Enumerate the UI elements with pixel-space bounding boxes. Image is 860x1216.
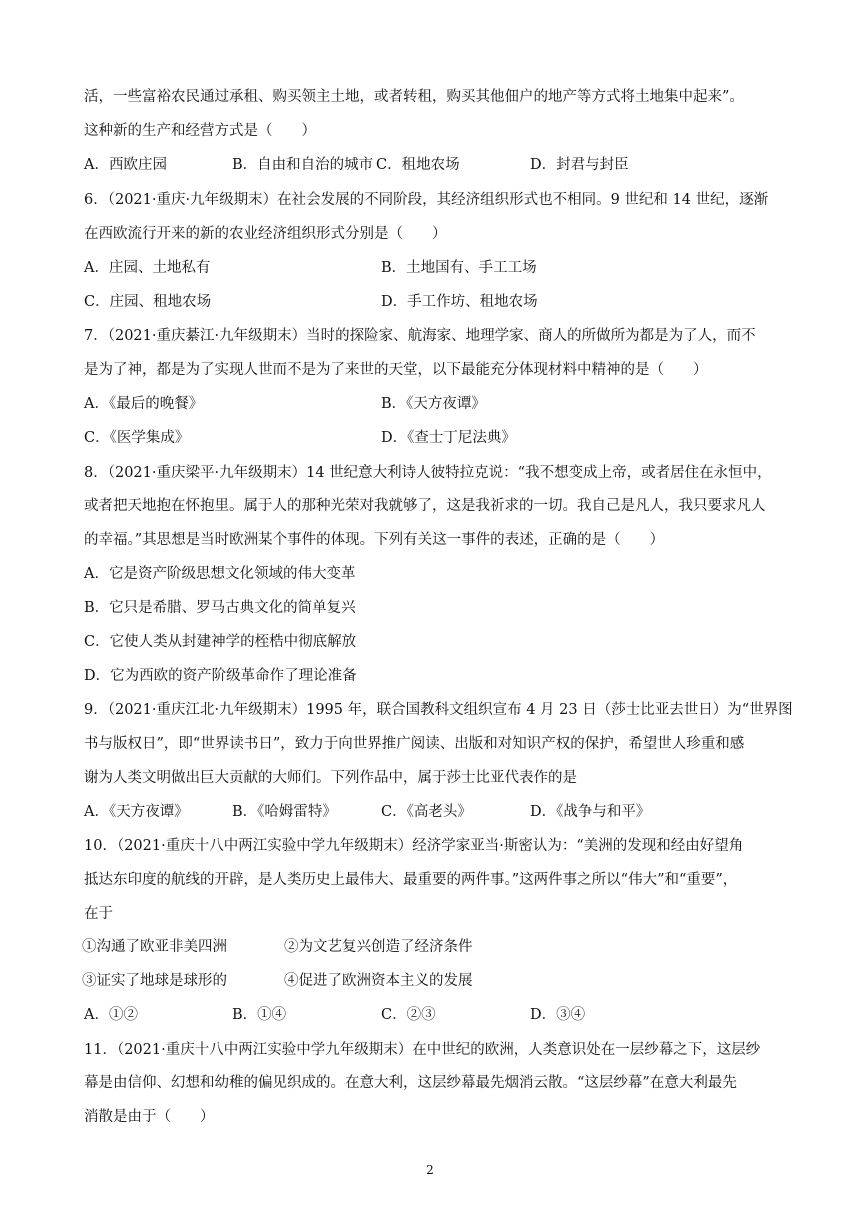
q5-option-a: A．西欧庄园 [84,157,167,173]
q7-line-1: 7．（2021·重庆綦江·九年级期末）当时的探险家、航海家、地理学家、商人的所做所为都是为了人，而不 [84,328,756,344]
q7-option-a: A．《最后的晚餐》 [84,396,204,412]
q8-option-b: B．它只是希腊、罗马古典文化的简单复兴 [84,600,356,616]
q10-statement-3: ③证实了地球是球形的 [82,973,227,989]
q7-option-c: C．《医学集成》 [84,430,190,446]
q8-option-d: D．它为西欧的资产阶级革命作了理论准备 [84,668,357,684]
q6-line-2: 在西欧流行开来的新的农业经济组织形式分别是（ ） [84,226,447,242]
q9-option-d: D．《战争与和平》 [530,804,651,820]
q6-line-1: 6．（2021·重庆·九年级期末）在社会发展的不同阶段，其经济组织形式也不相同。9 世纪和 14 世纪，逐渐 [84,192,769,208]
q6-option-b: B．土地国有、手工工场 [381,260,537,276]
q5-option-b: B．自由和自治的城市 [232,157,374,173]
q6-option-a: A．庄园、土地私有 [84,260,211,276]
q8-line-1: 8．（2021·重庆梁平·九年级期末）14 世纪意大利诗人彼特拉克说：“我不想变成上帝，或者居住在永恒中， [84,465,772,481]
q11-line-3: 消散是由于（ ） [84,1109,215,1125]
q11-line-2: 幕是由信仰、幻想和幼稚的偏见织成的。在意大利，这层纱幕最先烟消云散。“这层纱幕”在意大利最先 [84,1075,737,1091]
q8-line-3: 的幸福。”其思想是当时欧洲某个事件的体现。下列有关这一事件的表述，正确的是（ ） [84,532,665,548]
q10-line-2: 抵达东印度的航线的开辟，是人类历史上最伟大、最重要的两件事。”这两件事之所以“伟大”和“重要”， [84,872,738,888]
q9-line-1: 9．（2021·重庆江北·九年级期末）1995 年，联合国教科文组织宣布 4 月 23 日（莎士比亚去世日）为“世界图 [84,702,793,718]
q10-statement-4: ④促进了欧洲资本主义的发展 [284,973,473,989]
page-number: 2 [426,1163,434,1177]
q10-statement-1: ①沟通了欧亚非美四洲 [82,939,227,955]
q9-line-3: 谢为人类文明做出巨大贡献的大师们。下列作品中，属于莎士比亚代表作的是 [84,770,577,786]
q8-option-c: C．它使人类从封建神学的桎梏中彻底解放 [84,634,357,650]
q6-option-c: C．庄园、租地农场 [84,294,212,310]
q10-option-b: B．①④ [232,1007,287,1023]
q9-line-2: 书与版权日”，即“世界读书日”，致力于向世界推广阅读、出版和对知识产权的保护，希望世人珍重和感 [84,736,745,752]
q5-line-1: 活，一些富裕农民通过承租、购买领主土地，或者转租，购买其他佃户的地产等方式将土地集中起来”。 [84,89,744,105]
q10-line-1: 10．（2021·重庆十八中两江实验中学九年级期末）经济学家亚当·斯密认为：“美洲的发现和经由好望角 [84,838,744,854]
q9-option-c: C．《高老头》 [381,804,472,820]
q10-option-d: D．③④ [530,1007,586,1023]
q7-line-2: 是为了神，都是为了实现人世而不是为了来世的天堂，以下最能充分体现材料中精神的是（ ） [84,362,708,378]
q10-line-3: 在于 [84,906,113,922]
q10-option-c: C．②③ [381,1007,436,1023]
q5-option-c: C．租地农场 [376,157,460,173]
q9-option-b: B．《哈姆雷特》 [232,804,337,820]
q5-line-2: 这种新的生产和经营方式是（ ） [84,123,316,139]
q8-line-2: 或者把天地抱在怀抱里。属于人的那种光荣对我就够了，这是我祈求的一切。我自己是凡人，我只要求凡人 [84,498,766,514]
q5-option-d: D．封君与封臣 [530,157,629,173]
q7-option-d: D．《查士丁尼法典》 [381,430,516,446]
q9-option-a: A．《天方夜谭》 [84,804,189,820]
q10-option-a: A．①② [84,1007,138,1023]
q6-option-d: D．手工作坊、租地农场 [381,294,538,310]
q10-statement-2: ②为文艺复兴创造了经济条件 [284,939,473,955]
q8-option-a: A．它是资产阶级思想文化领域的伟大变革 [84,566,356,582]
q7-option-b: B．《天方夜谭》 [381,396,486,412]
q11-line-1: 11．（2021·重庆十八中两江实验中学九年级期末）在中世纪的欧洲，人类意识处在一层纱幕之下，这层纱 [84,1042,761,1058]
